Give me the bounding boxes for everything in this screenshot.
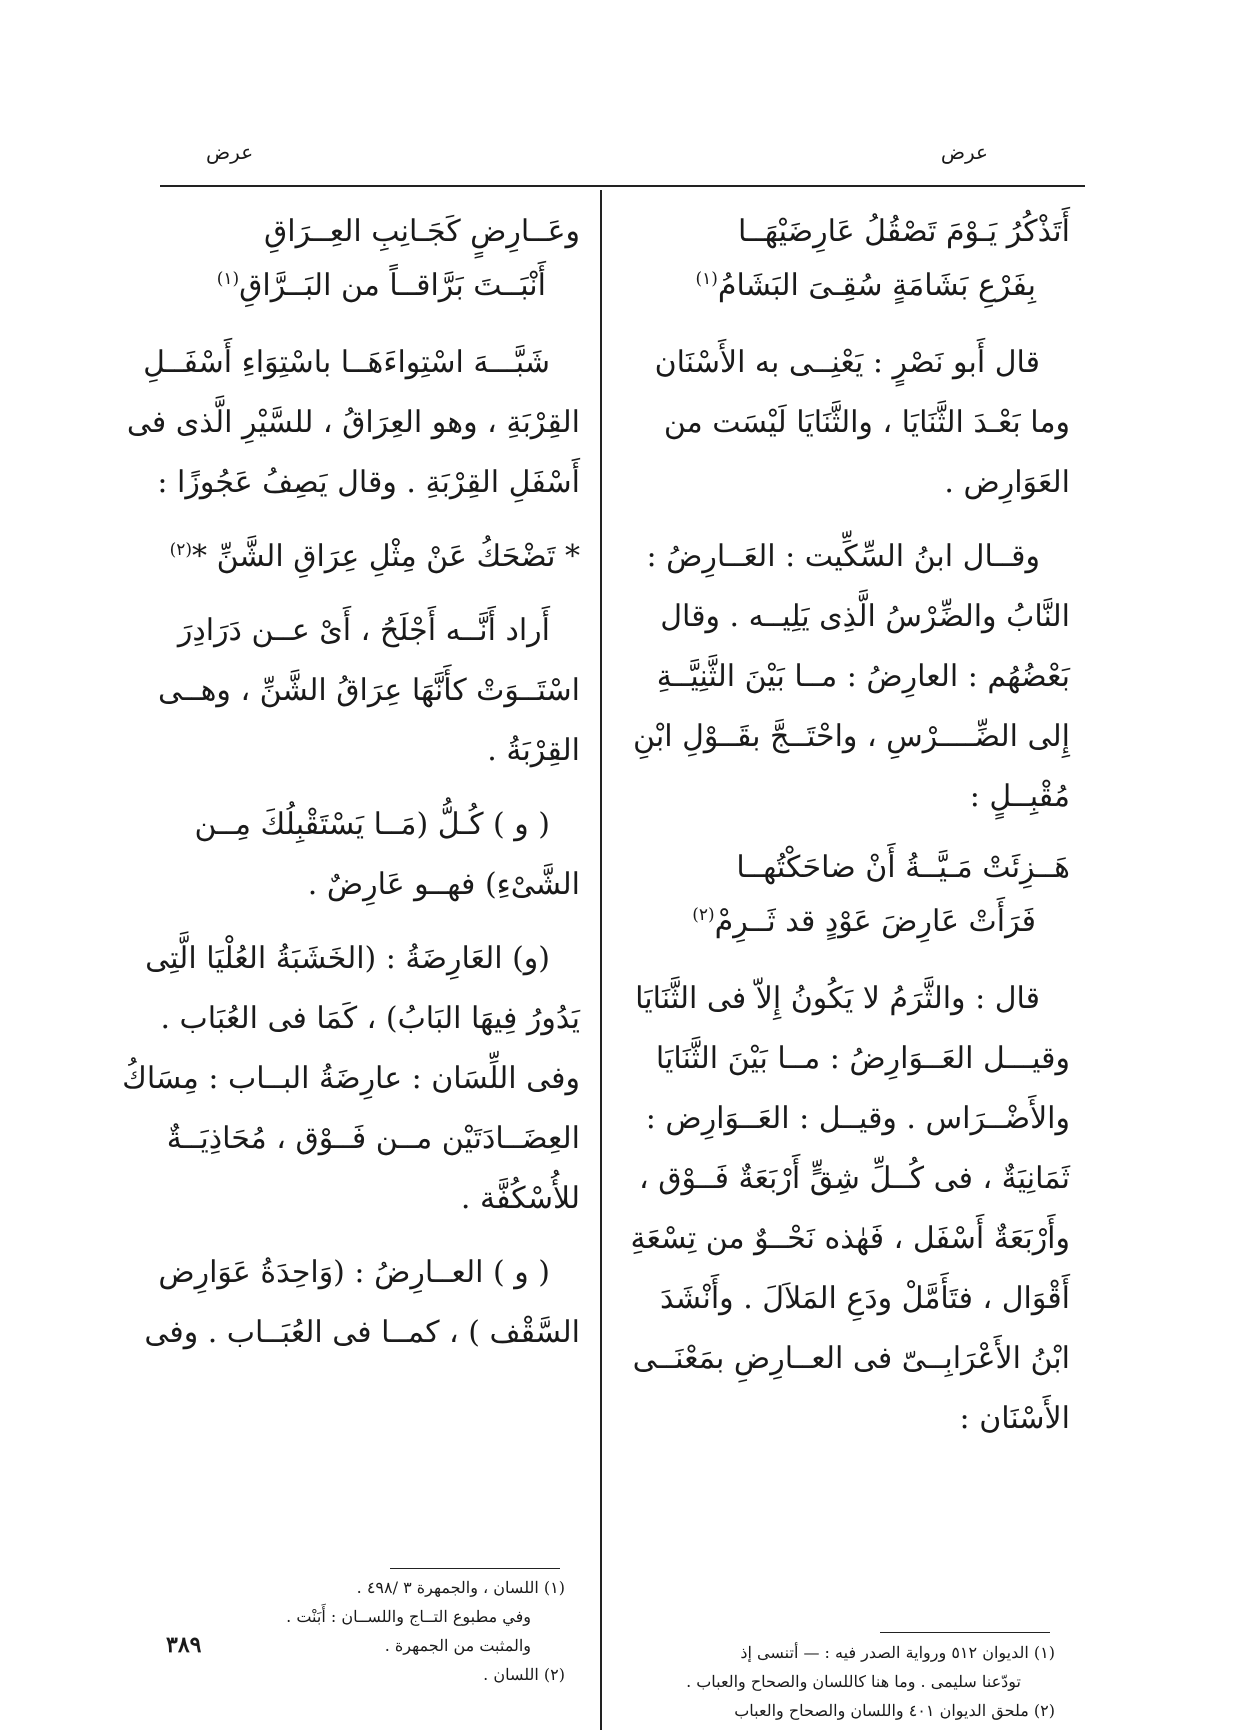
text-line: للأُسْكُفَّة .	[460, 1181, 580, 1216]
verse-hemistich: أَنْبَــتَ بَرَّاقــاً من البَــرَّاقِ$^{(١)}$	[216, 268, 546, 303]
footnote-marker: (٢)	[692, 905, 715, 925]
text-line: (و) العَارِضَةُ : (الخَشَبَةُ العُلْيَا الَّتِى	[145, 941, 550, 976]
paragraph	[158, 601, 580, 781]
paragraph	[144, 1243, 580, 1363]
text-line: النَّابُ والضِّرْسُ الَّذِى يَلِيــه . وقال	[660, 599, 1070, 634]
verse-hemistich: وعَــارِضٍ كَجَـانِبِ العِــرَاقِ	[263, 214, 580, 249]
text-line: العِضَــادَتَيْن مــن فَــوْق ، مُحَاذِيَــةٌ	[166, 1121, 580, 1156]
verse-hemistich: هَــزِئَتْ مَـيَّــةُ أَنْ ضاحَكْتُهــا	[736, 850, 1070, 885]
footnote-marker: (١)	[216, 269, 240, 289]
column-divider	[600, 190, 602, 1730]
text-line: شَبَّـــهَ اسْتِواءَهَــا باسْتِوَاءِ أَسْفَــلِ	[143, 345, 550, 380]
verse-hemistich: بِفَرْعِ بَشَامَةٍ سُقِـىَ البَشَامُ$^{(١)}$	[695, 268, 1036, 303]
footnote-line: وفي مطبوع التــاج واللســان : أَبَنْت .	[286, 1607, 531, 1626]
paragraph	[126, 333, 580, 513]
page-number: ٣٨٩	[166, 1632, 202, 1658]
text-line: أَسْفَلِ القِرْبَةِ . وقال يَصِفُ عَجُوزًا :	[157, 465, 580, 500]
footnote-line: والمثبت من الجمهرة .	[384, 1636, 531, 1655]
paragraph	[633, 527, 1070, 827]
text-line: مُقْبِــلٍ :	[969, 779, 1070, 814]
text-line: ( و ) كُـلُّ (مَــا يَسْتَقْبِلُكَ مِــن	[194, 807, 550, 842]
text-line: الأَسْنَان :	[959, 1401, 1070, 1436]
text-line: وقيـــل العَــوَارِضُ : مــا بَيْنَ الثَّنَايَا	[655, 1041, 1070, 1076]
text-line: اسْتَــوَتْ كأَنَّهَا عِرَاقُ الشَّنِّ ، وهــى	[158, 673, 580, 708]
text-line: والأَضْــرَاس . وقيــل : العَــوَارِض :	[645, 1101, 1070, 1136]
text-line: أَراد أَنَّــه أَجْلَحُ ، أَىْ عــن دَرَادِرَ	[177, 613, 550, 648]
footnote-rule	[880, 1632, 1050, 1633]
text-line: وما بَعْـدَ الثَّنَايَا ، والثَّنَايَا لَيْسَت من	[663, 405, 1070, 440]
paragraph	[654, 333, 1070, 513]
header-rule	[160, 185, 1085, 187]
verse-hemistich: فَرَأَتْ عَارِضَ عَوْدٍ قد ثَــرِمْ$^{(٢)}$	[692, 904, 1036, 939]
running-title-left: عرض	[206, 140, 254, 164]
footnote-line: (١) الديوان ٥١٢ ورواية الصدر فيه : — أتنسى إذ	[740, 1643, 1055, 1662]
text-line: ابْنُ الأَعْرَابِــىّ فى العــارِضِ بمَعْنَــى	[632, 1341, 1070, 1376]
text-line: بَعْضُهُم : العارِضُ : مــا بَيْنَ الثَّنِيَّــةِ	[656, 659, 1070, 694]
paragraph	[122, 929, 580, 1229]
running-title-right: عرض	[940, 140, 988, 164]
right-footnotes	[640, 1638, 1055, 1725]
text-line: يَدُورُ فِيهَا البَابُ) ، كَمَا فى العُبَاب .	[160, 1001, 580, 1036]
text-line: ( و ) العــارِضُ : (وَاحِدَةُ عَوَارِض	[158, 1255, 550, 1290]
text-line: أَقْوَال ، فتَأَمَّلْ ودَعِ المَلاَلَ . وأَنْشَدَ	[659, 1281, 1070, 1316]
verse	[658, 841, 1070, 949]
verse-hemistich: * تَضْحَكُ عَنْ مِثْلِ عِرَاقِ الشَّنِّ *$^{(٢)}$	[169, 539, 580, 574]
footnote-marker: (١)	[695, 269, 718, 289]
left-footnotes	[150, 1573, 565, 1689]
text-line: العَوَارِض .	[944, 465, 1070, 500]
text-line: القِرْبَةُ .	[487, 733, 580, 768]
paragraph	[168, 795, 580, 915]
paragraph	[630, 969, 1070, 1449]
footnote-line: تودّعنا سليمى . وما هنا كاللسان والصحاح والعباب .	[686, 1672, 1021, 1691]
text-line: وأَرْبَعَةٌ أَسْفَل ، فَهٰذه نَحْــوٌ من تِسْعَةِ	[630, 1221, 1070, 1256]
footnote-line: (٢) ملحق الديوان ٤٠١ واللسان والصحاح والعباب	[734, 1701, 1055, 1720]
right-column	[630, 205, 1070, 1463]
text-line: وقــال ابنُ السِّكِّيت : العَــارِضُ :	[646, 539, 1040, 574]
verse	[168, 205, 580, 313]
footnote-line: (٢) اللسان .	[483, 1665, 565, 1684]
text-line: قال : والثَّرَمُ لا يَكُونُ إِلاّ فى الثَّنَايَا	[635, 981, 1040, 1016]
footnote-marker: (٢)	[169, 540, 193, 560]
text-line: وفى اللِّسَان : عارِضَةُ البــاب : مِسَاكُ	[122, 1061, 580, 1096]
text-line: إِلى الضِّــــرْسِ ، واحْتَــجَّ بقَــوْلِ ابْنِ	[633, 719, 1070, 754]
text-line: ثَمَانِيَةٌ ، فى كُــلِّ شِقٍّ أَرْبَعَةٌ فَــوْق ،	[639, 1161, 1070, 1196]
verse-hemistich: أَتَذْكُرُ يَـوْمَ تَصْقُلُ عَارِضَيْهَــا	[738, 214, 1070, 249]
left-column	[122, 205, 580, 1377]
text-line: الشَّىْءِ) فهــو عَارِضٌ .	[307, 867, 580, 902]
text-line: القِرْبَةِ ، وهو العِرَاقُ ، للسَّيْرِ الَّذى فى	[126, 405, 580, 440]
footnote-rule	[390, 1568, 560, 1569]
text-line: قال أَبو نَصْرٍ : يَعْنِــى به الأَسْنَان	[654, 345, 1040, 380]
half-verse	[168, 527, 580, 587]
footnote-line: (١) اللسان ، والجمهرة ٣ /٤٩٨ .	[356, 1578, 565, 1597]
text-line: السَّقْف ) ، كمــا فى العُبَــاب . وفى	[144, 1315, 580, 1350]
verse	[658, 205, 1070, 313]
